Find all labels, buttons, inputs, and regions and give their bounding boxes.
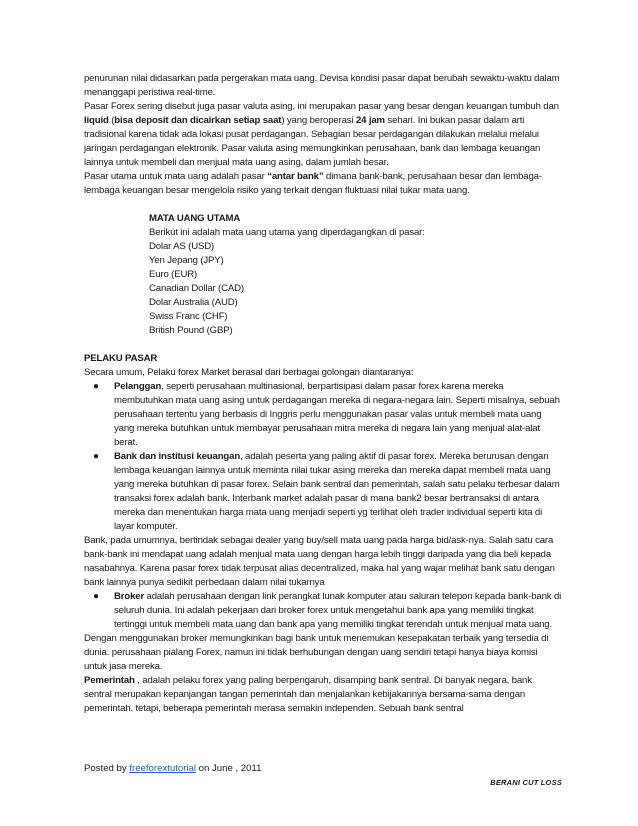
- players-heading: PELAKU PASAR: [84, 353, 158, 364]
- post-footer: Posted by freeforextutorial on June , 2011: [84, 763, 262, 774]
- bank-paragraph: Bank, pada umumnya, bertindak sebagai dealer yang buy/sell mata uang pada harga bid/ask-nya. Salah satu cara bank-bank ini mendapat uang adalah menjual mata uang dengan harga lebih tinggi daripada yang dia beli kepada nasabahnya. Karena pasar forex tidak terpusat alias decentralized, maka hal yang wajar melihat bank satu dengan bank lainnya punya sedikit perbedaan dalam nilai tukarnya: [84, 535, 555, 588]
- currency-item: British Pound (GBP): [149, 325, 233, 336]
- currency-item: Dolar AS (USD): [149, 241, 215, 252]
- interbank-term: “antar bank”: [267, 171, 324, 182]
- bullet-title: Bank dan institusi keuangan: [114, 451, 241, 462]
- broker-paragraph: Dengan menggunakan broker memungkinkan bagi bank untuk menemukan kesepakatan terbaik yang tersedia di dunia. perusahaan pialang Forex, namun ini tidak berhubungan dengan uang sendiri tetapi hanya biaya komisi untuk jasa mereka.: [84, 633, 549, 672]
- list-item: ● Broker adalah perusahaan dengan link perangkat lunak komputer atau saluran telepon kepada bank-bank di seluruh dunia. Ini adalah pekerjaan dari broker forex untuk mengetahui bank apa yang memiliki tingkat tertinggi untuk membeli mata uang dan bank apa yang memiliki tingkat terendah untuk menjual mata uang.: [93, 591, 562, 630]
- players-intro: Secara umum, Pelaku forex Market berasal dari berbagai golongan diantaranya:: [84, 367, 414, 378]
- article-body: [84, 72, 562, 716]
- intro-paragraph-3: Pasar utama untuk mata uang adalah pasar “antar bank” dimana bank-bank, perusahaan besar dan lembaga-lembaga keuangan besar mengelola risiko yang terkait dengan fluktuasi nilai tukar mata uang.: [84, 171, 542, 196]
- list-item: ● Pelanggan, seperti perusahaan multinasional, berpartisipasi dalam pasar forex karena mereka membutuhkan mata uang asing untuk perdagangan mereka di negara-negara lain. Seperti misalnya, sebuah perusahaan tertentu yang berbasis di Inggris perlu menggunakan pasar valas untuk membeli mata uang yang mereka butuhkan untuk membayar perusahaan mitra mereka di negara lain yang menjual alat-alat berat.: [93, 381, 560, 448]
- government-paragraph: Pemerintah , adalah pelaku forex yang paling berpengaruh, disamping bank sentral. Di banyak negara, bank sentral merupakan kepanjangan tangan pemerintah dan menjalankan kebijakannya bersama-sama dengan pemerintah. tetapi, beberapa pemerintah merasa semakin independen. Sebuah bank sentral: [84, 675, 532, 714]
- bullet-icon: ●: [93, 381, 99, 392]
- currency-heading: MATA UANG UTAMA: [149, 213, 241, 224]
- list-item: ● Bank dan institusi keuangan, adalah peserta yang paling aktif di pasar forex. Mereka berurusan dengan lembaga keuangan lainnya untuk meminta nilai tukar asing mereka dan mereka dapat membeli mata uang yang mereka butuhkan di pasar forex. Selain bank sentral dan pemerintah, salah satu pelaku terbesar dalam transaksi forex adalah bank. Interbank market adalah pasar di mana bank2 besar bertransaksi di antara mereka dan menentukan harga mata uang menjadi seperti yg terlihat oleh trader individual seperti kita di layar komputer.: [93, 451, 560, 532]
- currency-item: Euro (EUR): [149, 269, 198, 280]
- bullet-title: Pelanggan: [114, 381, 162, 392]
- bullet-icon: ●: [93, 451, 99, 462]
- author-link[interactable]: freeforextutorial: [129, 763, 196, 774]
- currency-item: Canadian Dollar (CAD): [149, 283, 244, 294]
- footer-tag: BERANI CUT LOSS: [490, 778, 562, 787]
- currency-item: Yen Jepang (JPY): [149, 255, 224, 266]
- liquid-term: liquid: [84, 115, 109, 126]
- intro-paragraph-1: penurunan nilai didasarkan pada pergerakan mata uang. Devisa kondisi pasar dapat berubah sewaktu-waktu dalam menanggapi peristiwa real-time.: [84, 73, 560, 98]
- currency-item: Swiss Franc (CHF): [149, 311, 228, 322]
- bullet-title: Broker: [114, 591, 145, 602]
- currency-section: [149, 212, 562, 338]
- currency-intro: Berikut ini adalah mata uang utama yang diperdagangkan di pasar:: [149, 227, 425, 238]
- intro-paragraph-2: Pasar Forex sering disebut juga pasar valuta asing, ini merupakan pasar yang besar dengan keuangan tumbuh dan liquid (bisa deposit dan dicairkan setiap saat) yang beroperasi 24 jam sehari. Ini bukan pasar dalam arti tradisional karena tidak ada lokasi pusat perdagangan. Sebagian besar perdagangan dilakukan melalui melalui jaringan perdagangan elektronik. Pasar valuta asing memungkinkan perusahaan, bank dan lembaga keuangan lainnya untuk membeli dan menjual mata uang asing, dalam jumlah besar.: [84, 101, 559, 168]
- liquid-explanation: bisa deposit dan dicairkan setiap saat: [114, 115, 282, 126]
- government-title: Pemerintah: [84, 675, 135, 686]
- currency-item: Dolar Australia (AUD): [149, 297, 238, 308]
- hours-term: 24 jam: [355, 115, 385, 126]
- bullet-icon: ●: [93, 591, 99, 602]
